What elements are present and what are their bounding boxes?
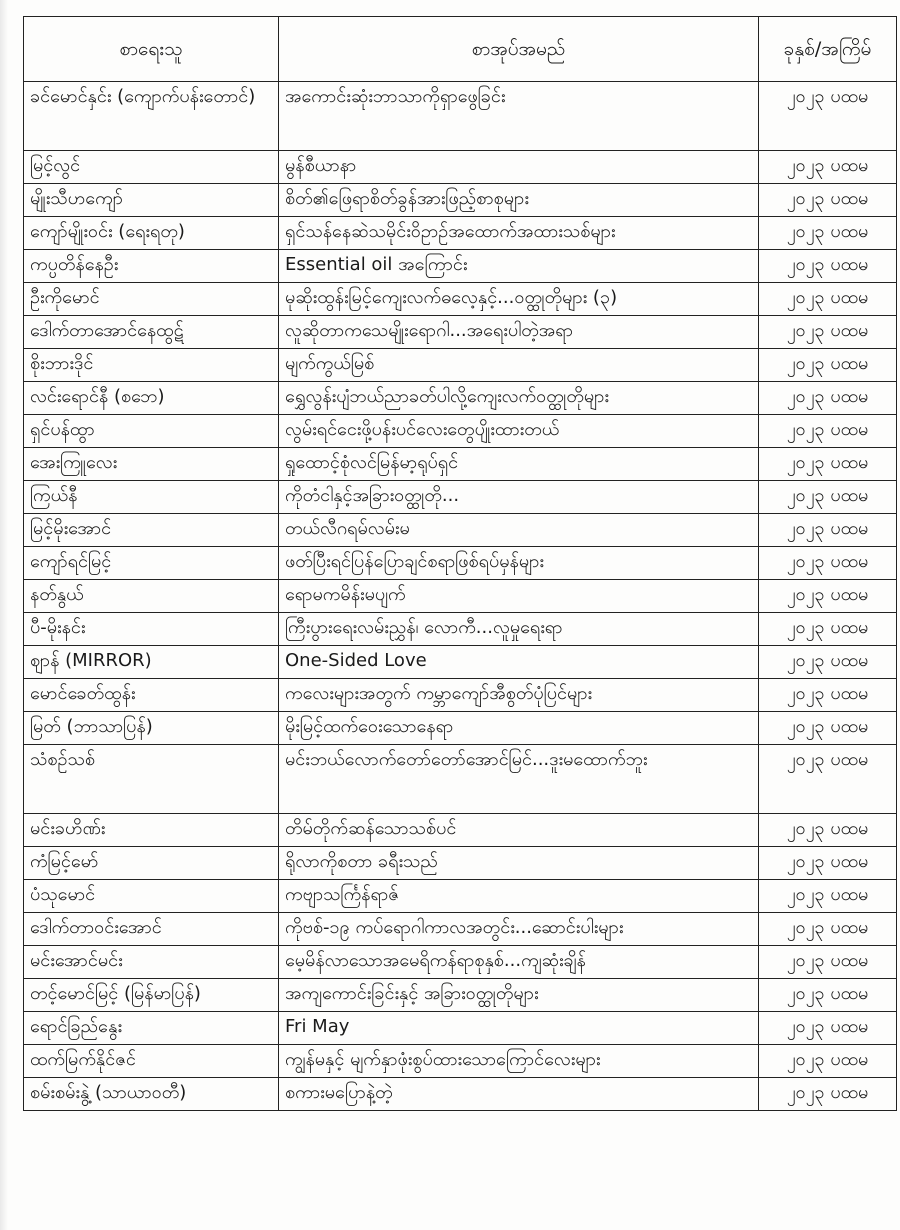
title-cell: ရွှေလွန်းပျံဘယ်ညာခတ်ပါလို့ကျေးလက်ဝတ္ထုတိုများ (279, 382, 759, 415)
book-list-table (23, 16, 897, 1111)
table-row (24, 151, 897, 184)
title-cell: ကျွန်မနှင့် မျက်နှာဖုံးစွပ်ထားသောကြောင်လေးများ (279, 1045, 759, 1078)
edition-cell: ၂၀၂၃ ပထမ (759, 481, 897, 514)
author-cell: သံစဉ်သစ် (24, 745, 279, 814)
title-cell: ကဗျာသင်္ကြန်ရာဇ် (279, 880, 759, 913)
edition-cell: ၂၀၂၃ ပထမ (759, 415, 897, 448)
table-body (24, 82, 897, 1111)
edition-cell: ၂၀၂၃ ပထမ (759, 547, 897, 580)
author-cell: နတ်နွယ် (24, 580, 279, 613)
table-row (24, 349, 897, 382)
table-row (24, 814, 897, 847)
table-row (24, 613, 897, 646)
edition-cell: ၂၀၂၃ ပထမ (759, 613, 897, 646)
edition-cell: ၂၀၂၃ ပထမ (759, 283, 897, 316)
title-cell: မေ့မိန်လာသောအမေရိကန်ရာစုနှစ်...ကျဆုံးချိန် (279, 946, 759, 979)
scan-edge-shadow (0, 0, 8, 1230)
table-row (24, 316, 897, 349)
table-row (24, 712, 897, 745)
edition-cell: ၂၀၂၃ ပထမ (759, 880, 897, 913)
title-cell: ဖတ်ပြီးရင်ပြန်ပြောချင်စရာဖြစ်ရပ်မှန်များ (279, 547, 759, 580)
title-cell: ကြီးပွားရေးလမ်းညွှန်၊ လောကီ...လူမှုရေးရာ (279, 613, 759, 646)
edition-cell: ၂၀၂၃ ပထမ (759, 1078, 897, 1111)
edition-cell: ၂၀၂၃ ပထမ (759, 1045, 897, 1078)
title-cell: တယ်လီဂရမ်လမ်းမ (279, 514, 759, 547)
title-cell: မိုးမြင့်ထက်ဝေးသောနေရာ (279, 712, 759, 745)
author-cell: ရောင်ခြည်နွေး (24, 1012, 279, 1045)
author-cell: မျိုးသီဟကျော် (24, 184, 279, 217)
table-row (24, 217, 897, 250)
edition-cell: ၂၀၂၃ ပထမ (759, 82, 897, 151)
author-cell: ကြယ်နီ (24, 481, 279, 514)
author-cell: မြတ် (ဘာသာပြန်) (24, 712, 279, 745)
edition-cell: ၂၀၂၃ ပထမ (759, 217, 897, 250)
title-cell: မုဆိုးထွန်းမြင့်ကျေးလက်ဓလေ့နှင့်...ဝတ္ထုတိုများ (၃) (279, 283, 759, 316)
author-cell: အေးကြူလေး (24, 448, 279, 481)
author-cell: မင်းခဟိဏ်း (24, 814, 279, 847)
table-row (24, 580, 897, 613)
author-cell: စိုးဘားဒိုင် (24, 349, 279, 382)
edition-cell: ၂၀၂၃ ပထမ (759, 250, 897, 283)
edition-cell: ၂၀၂၃ ပထမ (759, 448, 897, 481)
edition-cell: ၂၀၂၃ ပထမ (759, 646, 897, 679)
table-row (24, 415, 897, 448)
table-row (24, 946, 897, 979)
table-row (24, 250, 897, 283)
author-cell: ကပ္ပတိန်နေဦး (24, 250, 279, 283)
title-cell: Fri May (279, 1012, 759, 1045)
table-row (24, 382, 897, 415)
title-cell: စကားမပြောနဲ့တဲ့ (279, 1078, 759, 1111)
author-cell: မြင့်လွင် (24, 151, 279, 184)
table-row (24, 481, 897, 514)
title-cell: အကျကောင်းခြင်းနှင့် အခြားဝတ္ထုတိုများ (279, 979, 759, 1012)
table-row (24, 1078, 897, 1111)
edition-cell: ၂၀၂၃ ပထမ (759, 913, 897, 946)
title-cell: လူဆိုတာကသေမျိုးရောဂါ...အရေးပါတဲ့အရာ (279, 316, 759, 349)
edition-cell: ၂၀၂၃ ပထမ (759, 745, 897, 814)
title-cell: မွန်စီယာနာ (279, 151, 759, 184)
title-cell: ရောမကမိန်းမပျက် (279, 580, 759, 613)
author-cell: ဦးကိုမောင် (24, 283, 279, 316)
author-cell: စမ်းစမ်းနွဲ့ (သာယာဝတီ) (24, 1078, 279, 1111)
title-cell: ရှင်သန်နေဆဲသမိုင်းဝိဥာဉ်အထောက်အထားသစ်များ (279, 217, 759, 250)
author-cell: မောင်ခေတ်ထွန်း (24, 679, 279, 712)
edition-cell: ၂၀၂၃ ပထမ (759, 382, 897, 415)
table-row (24, 913, 897, 946)
title-cell: စိတ်၏ဖြေရာစိတ်ခွန်အားဖြည့်စာစုများ (279, 184, 759, 217)
table-row (24, 448, 897, 481)
edition-cell: ၂၀၂၃ ပထမ (759, 712, 897, 745)
author-cell: ဈာန် (MIRROR) (24, 646, 279, 679)
edition-cell: ၂၀၂၃ ပထမ (759, 847, 897, 880)
header-edition: ခုနှစ်/အကြိမ် (759, 17, 897, 82)
author-cell: တင့်မောင်မြင့် (မြန်မာပြန်) (24, 979, 279, 1012)
author-cell: ခင်မောင်နှင်း (ကျောက်ပန်းတောင်) (24, 82, 279, 151)
edition-cell: ၂၀၂၃ ပထမ (759, 184, 897, 217)
title-cell: ရှုထောင့်စုံလင်မြန်မာ့ရုပ်ရှင် (279, 448, 759, 481)
table-row (24, 184, 897, 217)
title-cell: ကလေးများအတွက် ကမ္ဘာကျော်အီစွတ်ပုံပြင်များ (279, 679, 759, 712)
author-cell: ရှင်ပန်ထွာ (24, 415, 279, 448)
table-row (24, 880, 897, 913)
author-cell: ထက်မြက်နိုင်ဇင် (24, 1045, 279, 1078)
table-row (24, 979, 897, 1012)
edition-cell: ၂၀၂၃ ပထမ (759, 946, 897, 979)
table-row (24, 283, 897, 316)
author-cell: ကံမြင့်မော် (24, 847, 279, 880)
table-row (24, 679, 897, 712)
title-cell: ကိုဗစ်-၁၉ ကပ်ရောဂါကာလအတွင်း...ဆောင်းပါးများ (279, 913, 759, 946)
title-cell: မျက်ကွယ်မြစ် (279, 349, 759, 382)
table-row (24, 514, 897, 547)
table-row (24, 646, 897, 679)
title-cell: ရိုလာကိုစတာ ခရီးသည် (279, 847, 759, 880)
header-author: စာရေးသူ (24, 17, 279, 82)
author-cell: လင်းရောင်နီ (စဘေ) (24, 382, 279, 415)
edition-cell: ၂၀၂၃ ပထမ (759, 514, 897, 547)
edition-cell: ၂၀၂၃ ပထမ (759, 316, 897, 349)
header-title: စာအုပ်အမည် (279, 17, 759, 82)
edition-cell: ၂၀၂၃ ပထမ (759, 1012, 897, 1045)
title-cell: လွမ်းရင်ငေးဖို့ပန်းပင်လေးတွေပျိုးထားတယ် (279, 415, 759, 448)
table-row (24, 745, 897, 814)
edition-cell: ၂၀၂၃ ပထမ (759, 151, 897, 184)
title-cell: တိမ်တိုက်ဆန်သောသစ်ပင် (279, 814, 759, 847)
author-cell: ကျော်မျိုးဝင်း (ရေးရတု) (24, 217, 279, 250)
edition-cell: ၂၀၂၃ ပထမ (759, 979, 897, 1012)
table-row (24, 547, 897, 580)
title-cell: အကောင်းဆုံးဘာသာကိုရှာဖွေခြင်း (279, 82, 759, 151)
author-cell: ကျော်ရင်မြင့် (24, 547, 279, 580)
edition-cell: ၂၀၂၃ ပထမ (759, 580, 897, 613)
title-cell: One-Sided Love (279, 646, 759, 679)
title-cell: ကိုတံငါနှင့်အခြားဝတ္ထုတို... (279, 481, 759, 514)
author-cell: မင်းအောင်မင်း (24, 946, 279, 979)
author-cell: ဒေါက်တာဝင်းအောင် (24, 913, 279, 946)
edition-cell: ၂၀၂၃ ပထမ (759, 814, 897, 847)
author-cell: ပံသုမောင် (24, 880, 279, 913)
author-cell: ဒေါက်တာအောင်နေထွဋ် (24, 316, 279, 349)
table-row (24, 1045, 897, 1078)
table-row (24, 1012, 897, 1045)
author-cell: မြင့်မိုးအောင် (24, 514, 279, 547)
edition-cell: ၂၀၂၃ ပထမ (759, 349, 897, 382)
table-row (24, 847, 897, 880)
title-cell: Essential oil အကြောင်း (279, 250, 759, 283)
title-cell: မင်းဘယ်လောက်တော်တော်အောင်မြင်...ဒူးမထောက်ဘူး (279, 745, 759, 814)
edition-cell: ၂၀၂၃ ပထမ (759, 679, 897, 712)
header-row (24, 17, 897, 82)
table-row (24, 82, 897, 151)
author-cell: ပီ-မိုးနင်း (24, 613, 279, 646)
